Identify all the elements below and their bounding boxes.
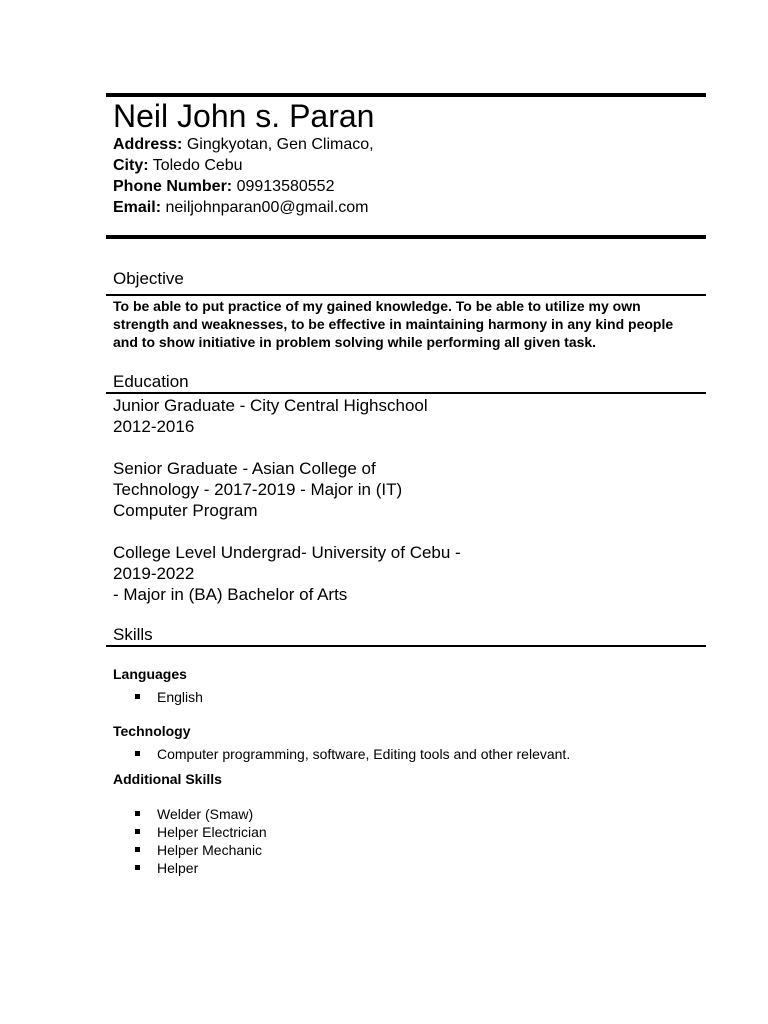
technology-list — [113, 745, 703, 763]
objective-text: To be able to put practice of my gained knowledge. To be able to utilize my own strength and weaknesses, to be effective in maintaining harmony in any kind people and to show initiative in problem solving while performing all given task. — [113, 298, 674, 350]
bullet-icon — [135, 694, 140, 699]
bullet-icon — [135, 811, 140, 816]
education-line: Senior Graduate - Asian College of — [113, 459, 376, 478]
resume-name: Neil John s. Paran — [113, 98, 375, 134]
education-list — [113, 395, 461, 626]
list-item — [135, 841, 703, 859]
bullet-icon — [135, 847, 140, 852]
city-label: City: — [113, 157, 149, 174]
objective-rule — [106, 294, 706, 296]
skills-block — [113, 665, 703, 877]
address-row — [113, 134, 374, 155]
list-item-text: Helper Mechanic — [157, 842, 263, 858]
education-line: 2012-2016 — [113, 417, 195, 436]
address-value: Gingkyotan, Gen Climaco, — [186, 136, 374, 153]
education-line: College Level Undergrad- University of Cebu - — [113, 543, 461, 562]
education-line: Computer Program — [113, 501, 258, 520]
list-item — [135, 688, 703, 706]
city-row — [113, 155, 374, 176]
education-line: Junior Graduate - City Central Highschool — [113, 396, 428, 415]
list-item — [135, 745, 703, 763]
education-line: Technology - 2017-2019 - Major in (IT) — [113, 480, 403, 499]
email-label: Email: — [113, 199, 162, 216]
education-entry — [113, 395, 461, 437]
phone-row — [113, 176, 374, 197]
address-label: Address: — [113, 136, 183, 153]
list-item-text: Helper — [157, 860, 199, 876]
contact-block — [113, 134, 374, 218]
phone-label: Phone Number: — [113, 178, 233, 195]
city-value: Toledo Cebu — [152, 157, 243, 174]
objective-title: Objective — [113, 269, 184, 288]
skills-rule — [106, 645, 706, 647]
education-rule — [106, 392, 706, 394]
languages-title: Languages — [113, 666, 187, 682]
additional-skills-title: Additional Skills — [113, 771, 222, 787]
additional-skills-list — [113, 805, 703, 877]
education-title: Education — [113, 372, 189, 391]
list-item-text: Welder (Smaw) — [157, 806, 254, 822]
bullet-icon — [135, 751, 140, 756]
skills-title: Skills — [113, 625, 153, 644]
list-item — [135, 823, 703, 841]
bullet-icon — [135, 865, 140, 870]
email-row — [113, 197, 374, 218]
bullet-icon — [135, 829, 140, 834]
education-line: - Major in (BA) Bachelor of Arts — [113, 585, 348, 604]
list-item-text: English — [157, 689, 203, 705]
header-bottom-rule — [106, 235, 706, 239]
education-entry — [113, 542, 461, 605]
education-line: 2019-2022 — [113, 564, 195, 583]
list-item-text: Computer programming, software, Editing tools and other relevant. — [157, 746, 571, 762]
list-item — [135, 859, 703, 877]
list-item-text: Helper Electrician — [157, 824, 267, 840]
email-value: neiljohnparan00@gmail.com — [165, 199, 369, 216]
phone-value: 09913580552 — [236, 178, 335, 195]
education-entry — [113, 458, 461, 521]
technology-title: Technology — [113, 723, 191, 739]
list-item — [135, 805, 703, 823]
languages-list — [113, 688, 703, 706]
